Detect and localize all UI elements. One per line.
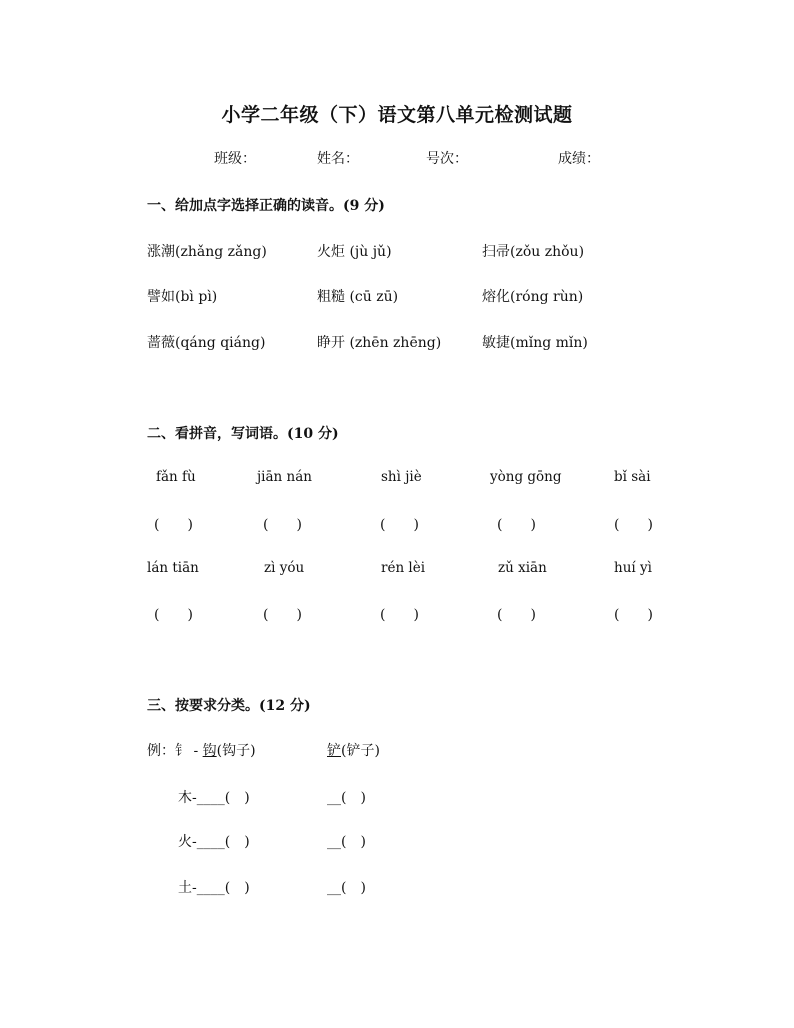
example-line-2 [327,740,380,760]
pinyin-label: bǐ sài [614,469,651,485]
pinyin-label: fǎn fù [156,469,196,485]
name-label: 姓名： [317,151,359,167]
section1-heading: 一、给加点字选择正确的读音。(9 分) [147,198,385,214]
answer-blank[interactable]: ( ) [380,607,419,623]
example-line [147,740,256,760]
pronunciation-item: 涨潮(zhǎng zǎng) [147,244,267,260]
answer-blank[interactable]: ( ) [154,607,193,623]
classify-row-right[interactable]: __( ) [327,790,366,806]
example-tail: (钩子) [216,743,256,759]
classify-row-left[interactable]: 火-____( ) [178,834,250,850]
section3-heading: 三、按要求分类。(12 分) [147,698,311,714]
pinyin-label: shì jiè [381,469,422,485]
answer-blank[interactable]: ( ) [497,517,536,533]
answer-blank[interactable]: ( ) [497,607,536,623]
number-label: 号次： [426,151,468,167]
classify-row-right[interactable]: __( ) [327,880,366,896]
pronunciation-item: 睁开 (zhēn zhēng) [317,335,442,351]
example-prefix: 例：钅 - [147,743,203,759]
section2-heading: 二、看拼音，写词语。(10 分) [147,426,339,442]
pronunciation-item: 熔化(róng rùn) [482,289,584,305]
classify-row-left[interactable]: 土-____( ) [178,880,250,896]
pronunciation-item: 敏捷(mǐng mǐn) [482,335,588,351]
pronunciation-item: 扫帚(zǒu zhǒu) [482,244,585,260]
answer-blank[interactable]: ( ) [614,607,653,623]
pinyin-label: rén lèi [381,560,426,576]
answer-blank[interactable]: ( ) [154,517,193,533]
pinyin-label: jiān nán [257,469,312,485]
pinyin-label: huí yì [614,560,652,576]
pronunciation-item: 蔷薇(qáng qiáng) [147,335,266,351]
example2-tail: (铲子) [341,743,380,759]
answer-blank[interactable]: ( ) [380,517,419,533]
classify-row-left[interactable]: 木-____( ) [178,790,250,806]
pronunciation-item: 粗糙 (cū zū) [317,289,399,305]
pronunciation-item: 火炬 (jù jǔ) [317,244,392,260]
classify-row-right[interactable]: __( ) [327,834,366,850]
answer-blank[interactable]: ( ) [263,517,302,533]
example2-word: 铲 [327,743,341,759]
score-label: 成绩： [558,151,600,167]
pronunciation-item: 譬如(bì pì) [147,289,218,305]
page-title: 小学二年级（下）语文第八单元检测试题 [221,104,573,126]
pinyin-label: lán tiān [147,560,199,576]
pinyin-label: zǔ xiān [498,560,547,576]
example-word: 钩 [202,743,217,759]
answer-blank[interactable]: ( ) [263,607,302,623]
pinyin-label: yòng gōng [490,469,562,485]
pinyin-label: zì yóu [264,560,305,576]
class-label: 班级： [214,151,256,167]
answer-blank[interactable]: ( ) [614,517,653,533]
